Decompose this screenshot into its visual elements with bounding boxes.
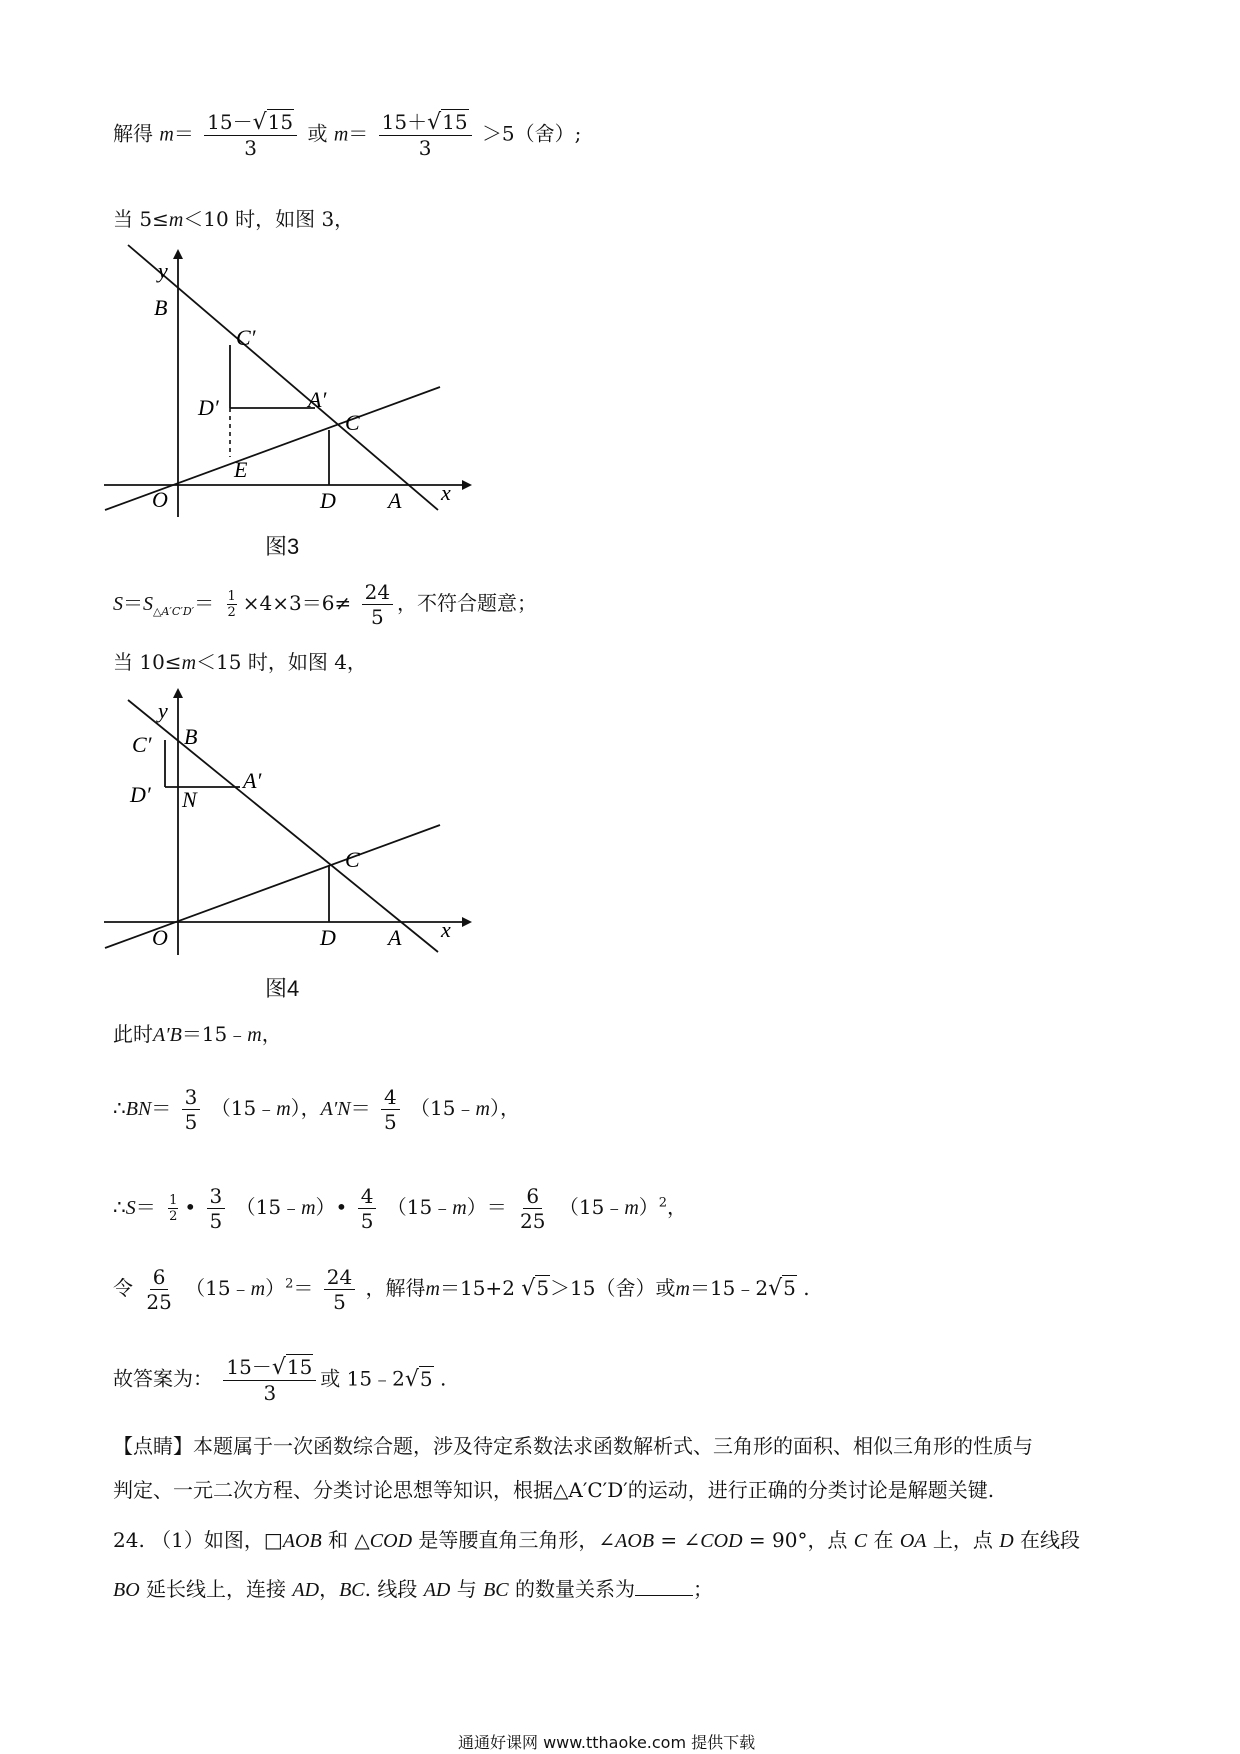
label-n: N: [182, 787, 197, 812]
text: = ∠: [654, 1528, 701, 1552]
text: （15﹣: [235, 1195, 302, 1219]
text: ＝: [135, 1195, 156, 1219]
var-s: S: [143, 593, 153, 615]
fraction: [182, 1085, 201, 1134]
label-x: x: [441, 917, 451, 942]
var-m: m: [247, 1024, 262, 1046]
point-name: D: [999, 1530, 1014, 1552]
denominator: 25: [146, 1290, 172, 1314]
s-line: [113, 1184, 687, 1233]
segment-name: AD: [423, 1579, 451, 1601]
bn-line: [113, 1085, 520, 1134]
numerator: 6: [523, 1184, 542, 1209]
var-m: m: [250, 1278, 266, 1300]
segment-name: OA: [899, 1530, 927, 1552]
text: .: [803, 1276, 810, 1300]
radicand: 5: [783, 1276, 796, 1300]
answer-blank[interactable]: [635, 1575, 693, 1596]
text: ＞5（舍）;: [481, 121, 582, 146]
text: 的数量关系为: [508, 1577, 636, 1601]
label-x: x: [441, 480, 451, 505]
text: 24. （1）如图，: [113, 1528, 264, 1552]
comment-line-2: 判定、一元二次方程、分类讨论思想等知识，根据△A′C′D′的运动，进行正确的分类讨论是解题关键.: [113, 1478, 995, 1502]
text: 是等腰直角三角形，∠: [412, 1528, 616, 1552]
var-m: m: [452, 1197, 467, 1219]
triangle-name: COD: [369, 1530, 413, 1552]
fraction: [223, 1355, 316, 1405]
label-a: A: [388, 488, 402, 513]
var-m: m: [276, 1098, 291, 1120]
numerator: 3: [182, 1085, 201, 1110]
text: ＝: [173, 121, 194, 146]
fraction: [362, 580, 393, 629]
label-y: y: [158, 258, 168, 283]
var-m: m: [675, 1278, 690, 1300]
text: ＝: [293, 1276, 314, 1300]
fraction: [204, 110, 297, 160]
line-ab: [128, 700, 438, 952]
answer-line: [113, 1355, 446, 1405]
triangle-name: AOB: [282, 1530, 322, 1552]
text: 上，点: [926, 1528, 1000, 1552]
angle-name: AOB: [615, 1530, 655, 1552]
text: ）: [315, 1195, 336, 1219]
text: （15﹣: [558, 1195, 625, 1219]
numerator: 4: [358, 1184, 377, 1209]
sqrt-symbol: √5: [404, 1366, 433, 1392]
denominator: 3: [263, 1381, 277, 1405]
text: （15﹣: [210, 1096, 277, 1120]
sqrt-symbol: √15: [252, 110, 294, 135]
segment-name: A′N: [320, 1098, 351, 1120]
fraction: [207, 1184, 226, 1233]
text: 或 15﹣2: [320, 1366, 405, 1391]
text: ，: [261, 1022, 282, 1046]
case-4-line: [113, 648, 367, 677]
fraction: [324, 1265, 355, 1314]
text: ∴: [113, 1096, 126, 1120]
radicand: 15: [267, 110, 294, 134]
var-m: m: [425, 1278, 440, 1300]
segment-name: AD: [292, 1579, 320, 1601]
label-o: O: [152, 487, 168, 512]
fraction: [143, 1265, 174, 1314]
ab-line: [113, 1020, 282, 1049]
figure-4: [110, 690, 470, 950]
label-d-prime: D′: [198, 395, 219, 420]
text: ）: [265, 1276, 286, 1300]
text: ＝: [348, 121, 369, 146]
radicand: 15: [286, 1355, 313, 1379]
label-d: D: [320, 925, 336, 950]
figure-4-caption: 图4: [265, 976, 300, 1001]
text: ＝15﹣2: [689, 1276, 769, 1300]
text: 故答案为：: [113, 1366, 213, 1391]
text: •: [335, 1195, 348, 1219]
point-name: C: [853, 1530, 868, 1552]
var-m: m: [181, 652, 197, 674]
text: ＝: [151, 1096, 172, 1120]
numerator: 15－: [207, 110, 253, 134]
text: ＝: [486, 1195, 507, 1219]
text: ＝: [123, 591, 143, 615]
text: ×4×3＝6≠: [242, 591, 352, 615]
text: ），: [290, 1096, 321, 1120]
fraction: [358, 1184, 377, 1233]
fraction: [517, 1184, 548, 1233]
label-a-prime: A′: [308, 387, 327, 412]
text: （15﹣: [386, 1195, 453, 1219]
denominator: 5: [370, 605, 384, 629]
sqrt-symbol: √15: [427, 110, 468, 135]
comment-line-1: 【点睛】本题属于一次函数综合题，涉及待定系数法求函数解析式、三角形的面积、相似三角形的性质与: [113, 1434, 1033, 1458]
text: ＜15 时，如图 4，: [196, 650, 367, 674]
label-d: D: [320, 488, 336, 513]
radicand: 15: [442, 110, 468, 134]
denominator: 5: [209, 1209, 223, 1233]
sqrt-symbol: √15: [271, 1355, 313, 1380]
ling-line: [113, 1265, 810, 1314]
denominator: 3: [418, 136, 432, 160]
figure-3: [110, 245, 470, 513]
text: ＞15（舍）或: [550, 1276, 676, 1300]
text: ＝: [194, 591, 215, 615]
subscript: △A′C′D′: [153, 605, 195, 618]
text: ，解得: [365, 1276, 426, 1300]
figure-3-caption: 图3: [265, 534, 300, 559]
text: ）: [638, 1195, 659, 1219]
text: 令: [113, 1276, 133, 1300]
label-d-prime: D′: [130, 782, 151, 807]
text: ，不符合题意；: [397, 591, 538, 615]
label-a-prime: A′: [243, 768, 262, 793]
denominator: 2: [227, 605, 236, 620]
text: 与: [450, 1577, 484, 1601]
numerator: 1: [227, 589, 236, 604]
numerator: 6: [150, 1265, 169, 1290]
numerator: 3: [207, 1184, 226, 1209]
radicand: 5: [536, 1276, 550, 1300]
fraction: [381, 1085, 400, 1134]
sqrt-symbol: √5: [521, 1276, 550, 1301]
label-y: y: [158, 698, 168, 723]
label-e: E: [234, 457, 248, 482]
numerator: 24: [362, 580, 393, 605]
area-line: [113, 580, 537, 629]
sqrt-symbol: √5: [768, 1276, 796, 1301]
var-s: S: [113, 593, 123, 615]
text: ，: [667, 1195, 688, 1219]
box-glyph: □: [263, 1528, 283, 1552]
case-3-line: [113, 205, 354, 234]
radicand: 5: [419, 1366, 433, 1391]
label-o: O: [152, 925, 168, 950]
var-m: m: [301, 1197, 316, 1219]
line-ab: [128, 245, 438, 510]
text: 和 △: [321, 1528, 370, 1552]
question-24-line-1: [113, 1526, 1080, 1555]
label-a: A: [388, 925, 402, 950]
segment-name: BN: [125, 1098, 152, 1120]
question-24-line-2: [113, 1575, 713, 1604]
solution-line-m-values: [113, 110, 581, 160]
denominator: 3: [244, 136, 257, 160]
text: （15﹣: [185, 1276, 251, 1300]
numerator: 24: [324, 1265, 355, 1290]
text: ＝: [350, 1096, 371, 1120]
numerator: 15＋: [381, 110, 428, 134]
text: ），: [489, 1096, 520, 1120]
denominator: 5: [383, 1110, 397, 1134]
denominator: 2: [169, 1209, 178, 1224]
segment-name: BO: [113, 1579, 140, 1601]
text: 延长线上，连接: [139, 1577, 293, 1601]
text: 当 10≤: [113, 650, 182, 674]
denominator: 5: [333, 1290, 346, 1314]
label-c: C: [345, 410, 360, 435]
numerator: 1: [169, 1193, 178, 1208]
var-m: m: [159, 123, 174, 146]
fraction-half: [166, 1193, 180, 1224]
page-footer: 通通好课网 www.tthaoke.com 提供下载: [458, 1733, 756, 1752]
label-c: C: [345, 847, 360, 872]
text: 当 5≤: [113, 207, 169, 231]
denominator: 5: [360, 1209, 374, 1233]
numerator: 4: [381, 1085, 400, 1110]
label-c-prime: C′: [132, 732, 152, 757]
text: （15﹣: [410, 1096, 476, 1120]
text: 在线段: [1013, 1528, 1081, 1552]
denominator: 25: [520, 1209, 546, 1233]
exponent: 2: [658, 1195, 668, 1211]
label-b: B: [154, 295, 168, 320]
text: = 90°，点: [742, 1528, 854, 1552]
var-s: S: [125, 1197, 136, 1219]
text: •: [184, 1195, 197, 1219]
text: . 线段: [364, 1577, 424, 1601]
segment-name: BC: [483, 1579, 509, 1601]
text: ＝15﹣: [181, 1022, 248, 1046]
text: ）: [466, 1195, 487, 1219]
segment-name: A′B: [153, 1024, 182, 1046]
text: ＝15+2: [439, 1276, 515, 1300]
var-m: m: [624, 1197, 639, 1219]
fraction: [379, 110, 472, 160]
label-b: B: [184, 724, 198, 749]
text: ∴: [113, 1195, 126, 1219]
label-c-prime: C′: [236, 325, 256, 350]
exponent: 2: [285, 1276, 294, 1292]
text: 或: [307, 121, 328, 146]
segment-name: BC: [339, 1579, 365, 1601]
var-m: m: [333, 123, 349, 146]
text: 在: [867, 1528, 900, 1552]
text: .: [439, 1366, 447, 1391]
numerator: 15－: [226, 1355, 272, 1379]
text: ；: [693, 1577, 714, 1601]
text: ，: [319, 1577, 340, 1601]
var-m: m: [168, 209, 184, 231]
text: ＜10 时，如图 3，: [183, 207, 355, 231]
text: 此时: [113, 1022, 153, 1046]
denominator: 5: [184, 1110, 198, 1134]
text: 解得: [113, 121, 153, 146]
angle-name: COD: [700, 1530, 743, 1552]
var-m: m: [475, 1098, 490, 1120]
fraction-half: [225, 589, 239, 620]
